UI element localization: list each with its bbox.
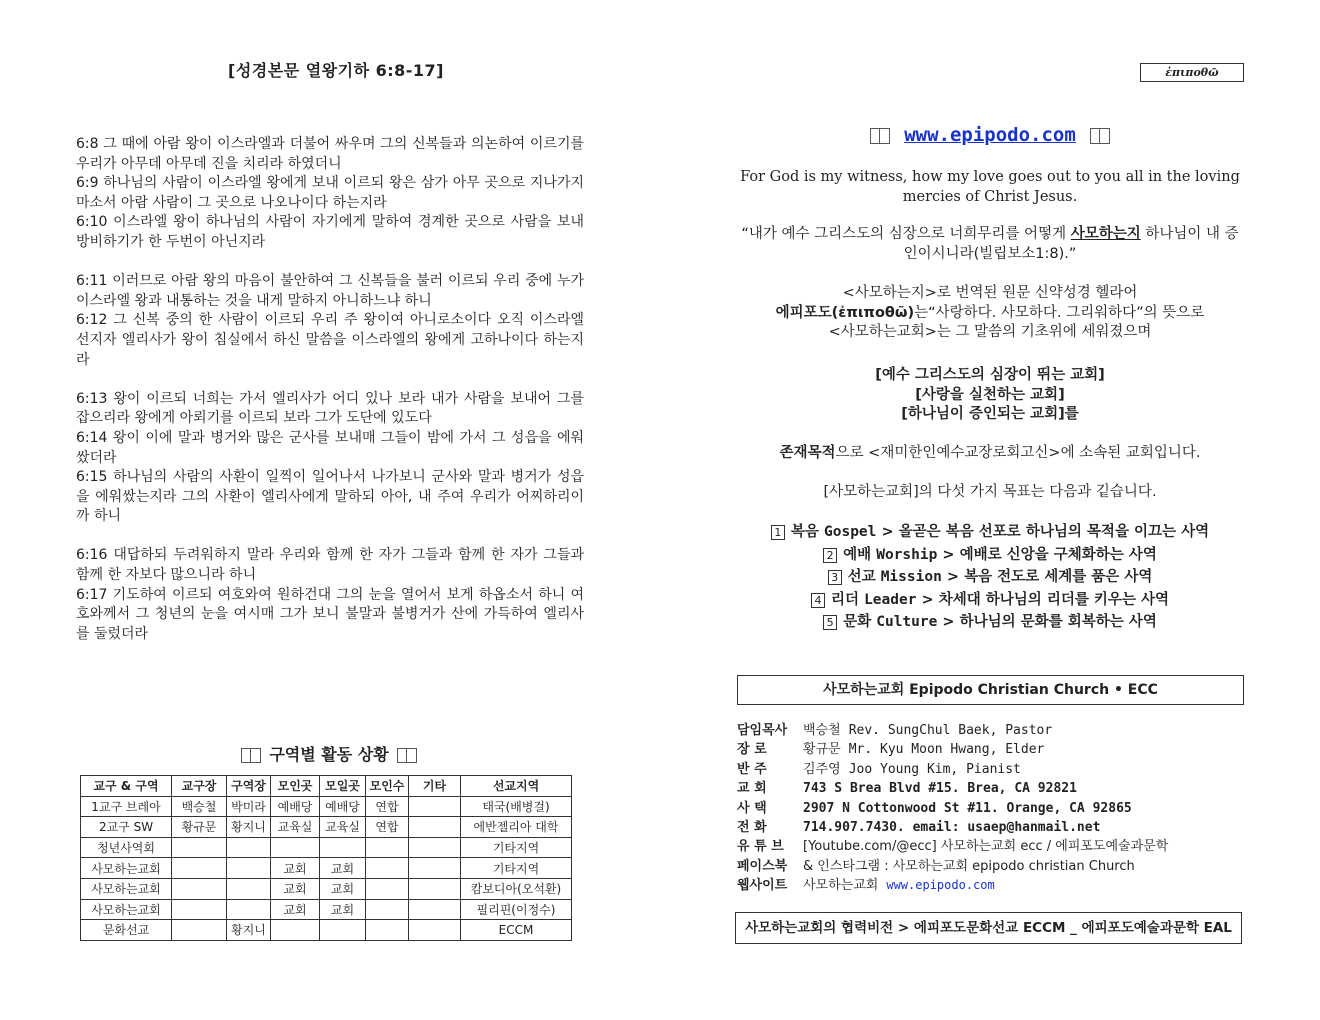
table-cell <box>409 899 461 920</box>
table-cell: 박미라 <box>227 796 271 817</box>
goal-english: Leader <box>864 591 917 608</box>
table-cell <box>320 837 366 858</box>
goal-item <box>740 521 1240 544</box>
table-cell: 필리핀(이정수) <box>461 899 572 920</box>
scripture-title: [성경본문 열왕기하 6:8-17] <box>228 61 444 80</box>
table-cell <box>227 837 271 858</box>
table-cell <box>271 920 320 941</box>
table-cell <box>172 899 227 920</box>
book-icon <box>397 748 417 763</box>
table-row <box>81 796 572 817</box>
staff-value: [Youtube.com/@ecc] 사모하는교회 ecc / 에피포도예술과문학 <box>803 839 1169 855</box>
table-cell: 교회 <box>271 899 320 920</box>
verse-6-13: 6:13 왕이 이르되 너희는 가서 엘리사가 어디 있나 보라 내가 사람을 보내어 그를 잡으리라 왕에게 아뢰기를 이르되 보라 그가 도단에 있도다 <box>76 390 584 427</box>
staff-row <box>737 837 1242 856</box>
table-header: 교구장 <box>172 776 227 797</box>
table-cell: 1교구 브레아 <box>81 796 172 817</box>
table-header: 구역장 <box>227 776 271 797</box>
staff-label: 반 주 <box>737 761 767 777</box>
motto: [하나님이 증인되는 교회]를 <box>901 406 1079 423</box>
goal-english: Gospel <box>824 524 877 540</box>
goal-item <box>740 611 1240 634</box>
book-icon <box>1090 128 1110 144</box>
staff-label: 전 화 <box>737 819 767 835</box>
staff-row <box>737 857 1242 876</box>
staff-value: Joo Young Kim, Pianist <box>848 761 1021 777</box>
table-cell <box>409 796 461 817</box>
church-name-box: 사모하는교회 Epipodo Christian Church • ECC <box>737 675 1244 705</box>
table-row <box>81 837 572 858</box>
staff-contact-list <box>737 721 1242 896</box>
goals-intro: [사모하는교회]의 다섯 가지 목표는 다음과 깉습니다. <box>823 484 1157 500</box>
goal-number: 3 <box>828 570 842 585</box>
verse-6-9: 6:9 하나님의 사람이 이스라엘 왕에게 보내 이르되 왕은 삼가 아무 곳으로 지나가지 마소서 아람 사람이 그 곳으로 나오나이다 하는지라 <box>76 175 584 211</box>
staff-value-korean: 김주영 <box>803 761 841 777</box>
table-row <box>81 817 572 838</box>
table-cell <box>172 837 227 858</box>
table-cell: 에반젤리아 대학 <box>461 817 572 838</box>
table-cell: 사모하는교회 <box>81 878 172 899</box>
greek-word-label: ἐπιποθῶ <box>1140 63 1244 82</box>
table-cell <box>366 899 409 920</box>
table-cell: 캄보디아(오석환) <box>461 878 572 899</box>
table-header: 모인수 <box>366 776 409 797</box>
staff-row <box>737 818 1242 837</box>
table-cell: 2교구 SW <box>81 817 172 838</box>
table-cell <box>172 858 227 879</box>
verse-6-15: 6:15 하나님의 사람의 사환이 일찍이 일어나서 나가보니 군사와 말과 병거가 성읍을 에워쌌는지라 그의 사환이 엘리사에게 말하되 아아, 내 주여 우리가 어찌하리이까 하니 <box>76 469 584 525</box>
table-header-row <box>81 776 572 797</box>
staff-value: 2907 N Cottonwood St #11. Orange, CA 92865 <box>803 800 1132 816</box>
table-cell: 기타지역 <box>461 858 572 879</box>
motto: [사랑을 실천하는 교회] <box>915 386 1065 403</box>
table-cell: 교회 <box>320 858 366 879</box>
table-row <box>81 878 572 899</box>
table-cell: 교회 <box>320 878 366 899</box>
table-cell <box>227 858 271 879</box>
goal-number: 2 <box>823 548 837 563</box>
table-cell: 태국(배병걸) <box>461 796 572 817</box>
table-cell: 교회 <box>271 858 320 879</box>
table-row <box>81 858 572 879</box>
verse-6-16: 6:16 대답하되 두려워하지 말라 우리와 함께 한 자가 그들과 함께 한 자가 그들과 함께 한 자보다 많으니라 하니 <box>76 547 584 584</box>
staff-value-korean: 황규문 <box>803 742 841 758</box>
staff-label: 웹사이트 <box>737 878 788 894</box>
table-cell: 예배당 <box>271 796 320 817</box>
staff-label: 담임목사 <box>737 723 788 738</box>
table-cell: 사모하는교회 <box>81 858 172 879</box>
website-link[interactable]: www.epipodo.com <box>904 124 1076 146</box>
website-link[interactable]: www.epipodo.com <box>886 878 995 893</box>
staff-value-korean: 백승철 <box>803 723 841 738</box>
vision-box: 사모하는교회의 협력비전 > 에피포도문화선교 ECCM _ 에피포도예술과문학 EAL <box>735 912 1242 944</box>
table-cell: 황지니 <box>227 817 271 838</box>
goal-number: 5 <box>823 615 837 630</box>
staff-value: Rev. SungChul Baek, Pastor <box>848 723 1053 738</box>
table-cell <box>320 920 366 941</box>
staff-value: Mr. Kyu Moon Hwang, Elder <box>848 742 1045 758</box>
goal-description: > 예배로 신앙을 구체화하는 사역 <box>942 546 1157 563</box>
verse-6-14: 6:14 왕이 이에 말과 병거와 많은 군사를 보내매 그들이 밤에 가서 그 성읍을 에워쌌더라 <box>76 429 584 466</box>
table-cell: 교회 <box>271 878 320 899</box>
staff-row <box>737 740 1242 759</box>
table-header: 모인곳 <box>271 776 320 797</box>
staff-value: & 인스타그램 : 사모하는교회 epipodo christian Church <box>803 858 1135 874</box>
table-cell <box>409 920 461 941</box>
goal-english: Culture <box>876 614 938 630</box>
table-cell: 교육실 <box>271 817 320 838</box>
table-cell <box>409 817 461 838</box>
church-description: <사모하는지>로 번역된 원문 신약성경 헬라어 에피포도(ἐπιποθῶ)는“사랑하다. 사모하다. 그리워하다”의 뜻으로 <사모하는교회>는 그 말씀의 기초위에 세워졌으며 <box>775 285 1205 341</box>
district-table-title: 구역별 활동 상황 <box>80 742 578 765</box>
table-row <box>81 920 572 941</box>
table-cell: 연합 <box>366 796 409 817</box>
staff-row <box>737 876 1242 895</box>
table-row <box>81 899 572 920</box>
table-cell <box>366 837 409 858</box>
verse-6-10: 6:10 이스라엘 왕이 하나님의 사람이 자기에게 말하여 경계한 곳으로 사람을 보내 방비하기가 한 두번이 아닌지라 <box>76 214 584 250</box>
verse-6-11: 6:11 이러므로 아람 왕의 마음이 불안하여 그 신복들을 불러 이르되 우리 중에 누가 이스라엘 왕과 내통하는 것을 내게 말하지 아니하느냐 하니 <box>76 273 584 309</box>
table-header: 기타 <box>409 776 461 797</box>
goal-korean: 문화 <box>843 614 872 630</box>
table-cell <box>172 878 227 899</box>
table-cell <box>366 858 409 879</box>
goal-english: Mission <box>880 569 942 585</box>
goal-english: Worship <box>876 546 938 563</box>
goal-item <box>740 544 1240 567</box>
table-header: 교구 & 구역 <box>81 776 172 797</box>
goal-description: > 차세대 하나님의 리더를 키우는 사역 <box>921 591 1170 608</box>
english-verse: For God is my witness, how my love goes out to you all in the loving mercies of Christ Jesus. <box>740 169 1240 205</box>
goal-description: > 올곧은 복음 선포로 하나님의 목적을 이끄는 사역 <box>881 524 1210 540</box>
staff-label: 페이스북 <box>737 858 788 874</box>
table-cell <box>227 878 271 899</box>
goal-korean: 선교 <box>847 569 876 585</box>
table-cell: 문화선교 <box>81 920 172 941</box>
goal-description: > 하나님의 문화를 회복하는 사역 <box>942 614 1157 630</box>
key-word: 사모하는지 <box>1070 226 1141 242</box>
goal-number: 4 <box>811 593 825 608</box>
table-cell: 황지니 <box>227 920 271 941</box>
staff-value: 743 S Brea Blvd #15. Brea, CA 92821 <box>803 781 1077 797</box>
staff-value-korean: 사모하는교회 <box>803 878 879 894</box>
table-header: 모일곳 <box>320 776 366 797</box>
goal-korean: 예배 <box>843 546 872 563</box>
table-cell: 연합 <box>366 817 409 838</box>
staff-value: 714.907.7430. email: usaep@hanmail.net <box>803 819 1101 835</box>
table-cell: 기타지역 <box>461 837 572 858</box>
staff-row <box>737 779 1242 798</box>
table-cell <box>172 920 227 941</box>
table-cell: 교회 <box>320 899 366 920</box>
goal-item <box>740 589 1240 612</box>
staff-label: 교 회 <box>737 781 767 797</box>
district-activity-table <box>80 775 572 941</box>
table-cell: 백승철 <box>172 796 227 817</box>
table-cell: 예배당 <box>320 796 366 817</box>
church-mottos <box>740 366 1240 425</box>
staff-row <box>737 760 1242 779</box>
table-cell: 청년사역회 <box>81 837 172 858</box>
purpose-statement: 존재목적으로 <재미한인예수교장로회고신>에 소속된 교회입니다. <box>779 445 1201 461</box>
book-icon <box>241 748 261 763</box>
goals-list <box>740 521 1240 634</box>
staff-label: 유 튜 브 <box>737 839 784 855</box>
goal-korean: 복음 <box>790 524 819 540</box>
staff-row <box>737 721 1242 740</box>
table-cell <box>409 878 461 899</box>
table-cell <box>271 837 320 858</box>
table-cell <box>366 878 409 899</box>
verse-6-12: 6:12 그 신복 중의 한 사람이 이르되 우리 주 왕이여 아니로소이다 오직 이스라엘 선지자 엘리사가 왕이 침실에서 하신 말씀을 이스라엘의 왕에게 고하나이다 하는지라 <box>76 312 584 368</box>
staff-label: 장 로 <box>737 742 767 758</box>
table-cell <box>366 920 409 941</box>
table-cell <box>227 899 271 920</box>
table-cell <box>409 837 461 858</box>
table-cell: 사모하는교회 <box>81 899 172 920</box>
verse-6-8: 6:8 그 때에 아람 왕이 이스라엘과 더불어 싸우며 그의 신복들과 의논하여 이르기를 우리가 아무데 아무데 진을 치리라 하였더니 <box>76 136 584 172</box>
website-header <box>740 124 1240 146</box>
motto: [예수 그리스도의 심장이 뛰는 교회] <box>875 367 1105 383</box>
table-cell: 황규문 <box>172 817 227 838</box>
table-header: 선교지역 <box>461 776 572 797</box>
goal-number: 1 <box>771 525 785 540</box>
goal-korean: 리더 <box>830 591 859 608</box>
book-icon <box>870 128 890 144</box>
staff-row <box>737 799 1242 818</box>
staff-label: 사 택 <box>737 800 767 816</box>
table-cell <box>409 858 461 879</box>
goal-description: > 복음 전도로 세계를 품은 사역 <box>946 569 1153 585</box>
table-cell: ECCM <box>461 920 572 941</box>
goal-item <box>740 566 1240 589</box>
korean-verse: “내가 예수 그리스도의 심장으로 너희무리를 어떻게 사모하는지 하나님이 내 증인이시니라(빌립보소1:8).” <box>741 226 1239 262</box>
table-cell: 교육실 <box>320 817 366 838</box>
scripture-text <box>76 135 584 644</box>
verse-6-17: 6:17 기도하여 이르되 여호와여 원하건대 그의 눈을 열어서 보게 하옵소서 하니 여호와께서 그 청년의 눈을 여시매 그가 보니 불말과 불병거가 산에 가득하여 엘리사를 둘렀더라 <box>76 586 584 642</box>
